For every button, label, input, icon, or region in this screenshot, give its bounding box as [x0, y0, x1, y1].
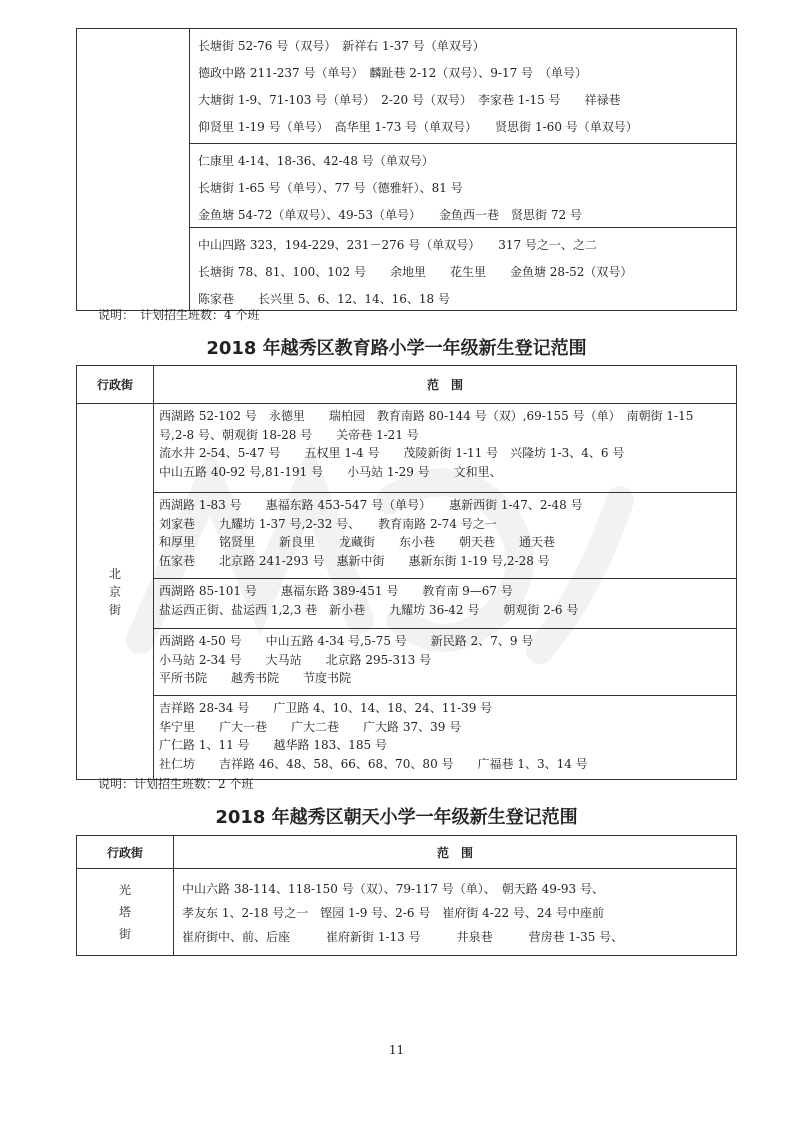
street-char: 京	[108, 584, 121, 599]
range-cell	[174, 869, 737, 956]
range-line: 中山四路 323，194-229、231－276 号（单双号） 317 号之一、之二	[198, 238, 597, 252]
range-line: 中山五路 40-92 号,81-191 号 小马站 1-29 号 文和里、	[159, 464, 502, 479]
range-line: 平所书院 越秀书院 节度书院	[159, 671, 352, 685]
range-line: 西湖路 52-102 号 永德里 瑞柏园 教育南路 80-144 号（双）,69-155 号（单） 南朝街 1-15	[159, 409, 694, 423]
table-row	[77, 404, 737, 493]
range-line: 华宁里 广大一巷 广大二巷 广大路 37、39 号	[159, 719, 462, 734]
registration-range-table	[76, 835, 737, 956]
range-line: 吉祥路 28-34 号 广卫路 4、10、14、18、24、11-39 号	[159, 701, 493, 715]
range-line: 孝友东 1、2-18 号之一 铿园 1-9 号、2-6 号 崔府街 4-22 号、24 号中座前	[182, 906, 604, 920]
range-line: 伍家巷 北京路 241-293 号 惠新中街 惠新东街 1-19 号,2-28 号	[159, 553, 550, 568]
range-line: 中山六路 38-114、118-150 号（双）、79-117 号（单）、 朝天路 49-93 号、	[182, 882, 604, 896]
range-cell	[190, 228, 737, 311]
range-line: 长塘街 52-76 号（双号） 新祥右 1-37 号（单双号）	[198, 39, 485, 53]
range-line: 长塘街 1-65 号（单号）、77 号（德雅轩）、81 号	[198, 181, 463, 195]
page-number: 11	[388, 1043, 405, 1057]
street-char: 光	[118, 883, 131, 897]
table-row	[77, 869, 737, 956]
plan-note: 说明：计划招生班数：2 个班	[98, 777, 254, 791]
table-row	[77, 629, 737, 696]
street-char: 街	[118, 927, 131, 941]
range-line: 仰贤里 1-19 号（单号） 高华里 1-73 号（单双号） 贤思街 1-60 号（单双号）	[198, 120, 638, 134]
range-line: 崔府街中、前、后座 崔府新街 1-13 号 井泉巷 营房巷 1-35 号、	[182, 930, 624, 944]
range-line: 刘家巷 九耀坊 1-37 号,2-32 号、 教育南路 2-74 号之一	[159, 516, 497, 531]
header-admin-street: 行政街	[77, 366, 154, 404]
range-line: 大塘街 1-9、71-103 号（单号） 2-20 号（双号） 李家巷 1-15 号 祥禄巷	[198, 93, 621, 107]
street-char: 街	[108, 602, 121, 617]
registration-range-table	[76, 365, 737, 780]
range-line: 德政中路 211-237 号（单号） 麟趾巷 2-12（双号）、9-17 号 （单号）	[198, 66, 588, 80]
table-header-row	[77, 836, 737, 869]
section-title: 2018 年越秀区朝天小学一年级新生登记范围	[215, 807, 578, 828]
range-line: 西湖路 1-83 号 惠福东路 453-547 号（单号） 惠新西街 1-47、2-48 号	[159, 498, 583, 512]
street-name-cell	[77, 869, 174, 956]
range-cell	[154, 579, 737, 629]
section-title: 2018 年越秀区教育路小学一年级新生登记范围	[206, 338, 587, 359]
range-line: 西湖路 85-101 号 惠福东路 389-451 号 教育南 9—67 号	[159, 584, 513, 598]
continued-range-table	[76, 28, 737, 311]
table-row	[77, 696, 737, 780]
table-row	[77, 579, 737, 629]
range-line: 金鱼塘 54-72（单双号）、49-53（单号） 金鱼西一巷 贤思街 72 号	[198, 208, 582, 222]
range-line: 盐运西正街、盐运西 1,2,3 巷 新小巷 九耀坊 36-42 号 朝观街 2-6 号	[159, 602, 579, 617]
street-char: 北	[108, 566, 121, 581]
table-row	[77, 29, 737, 144]
range-line: 陈家巷 长兴里 5、6、12、14、16、18 号	[198, 292, 450, 306]
table-header-row	[77, 366, 737, 404]
range-cell	[154, 696, 737, 780]
table-row	[77, 493, 737, 579]
street-char: 塔	[118, 905, 131, 919]
range-line: 广仁路 1、11 号 越华路 183、185 号	[159, 738, 387, 752]
range-line: 小马站 2-34 号 大马站 北京路 295-313 号	[159, 652, 432, 667]
range-cell	[190, 144, 737, 228]
range-line: 西湖路 4-50 号 中山五路 4-34 号,5-75 号 新民路 2、7、9 号	[159, 634, 534, 648]
header-range: 范 围	[154, 366, 737, 404]
street-cell-empty	[77, 29, 190, 311]
range-line: 仁康里 4-14、18-36、42-48 号（单双号）	[198, 154, 434, 168]
plan-note: 说明： 计划招生班数：4 个班	[98, 308, 260, 322]
range-cell	[154, 629, 737, 696]
header-range: 范 围	[174, 836, 737, 869]
range-line: 流水井 2-54、5-47 号 五权里 1-4 号 茂陵新街 1-11 号 兴隆坊 1-3、4、6 号	[159, 446, 625, 460]
range-line: 和厚里 铭贤里 新良里 龙藏街 东小巷 朝天巷 通天巷	[159, 535, 556, 549]
range-line: 社仁坊 吉祥路 46、48、58、66、68、70、80 号 广福巷 1、3、14 号	[159, 756, 588, 771]
range-cell	[190, 29, 737, 144]
range-cell	[154, 493, 737, 579]
header-admin-street: 行政街	[77, 836, 174, 869]
range-line: 号,2-8 号、朝观街 18-28 号 关帝巷 1-21 号	[159, 427, 419, 442]
street-name-cell	[77, 404, 154, 780]
range-cell	[154, 404, 737, 493]
range-line: 长塘街 78、81、100、102 号 余地里 花生里 金鱼塘 28-52（双号）	[198, 265, 633, 279]
